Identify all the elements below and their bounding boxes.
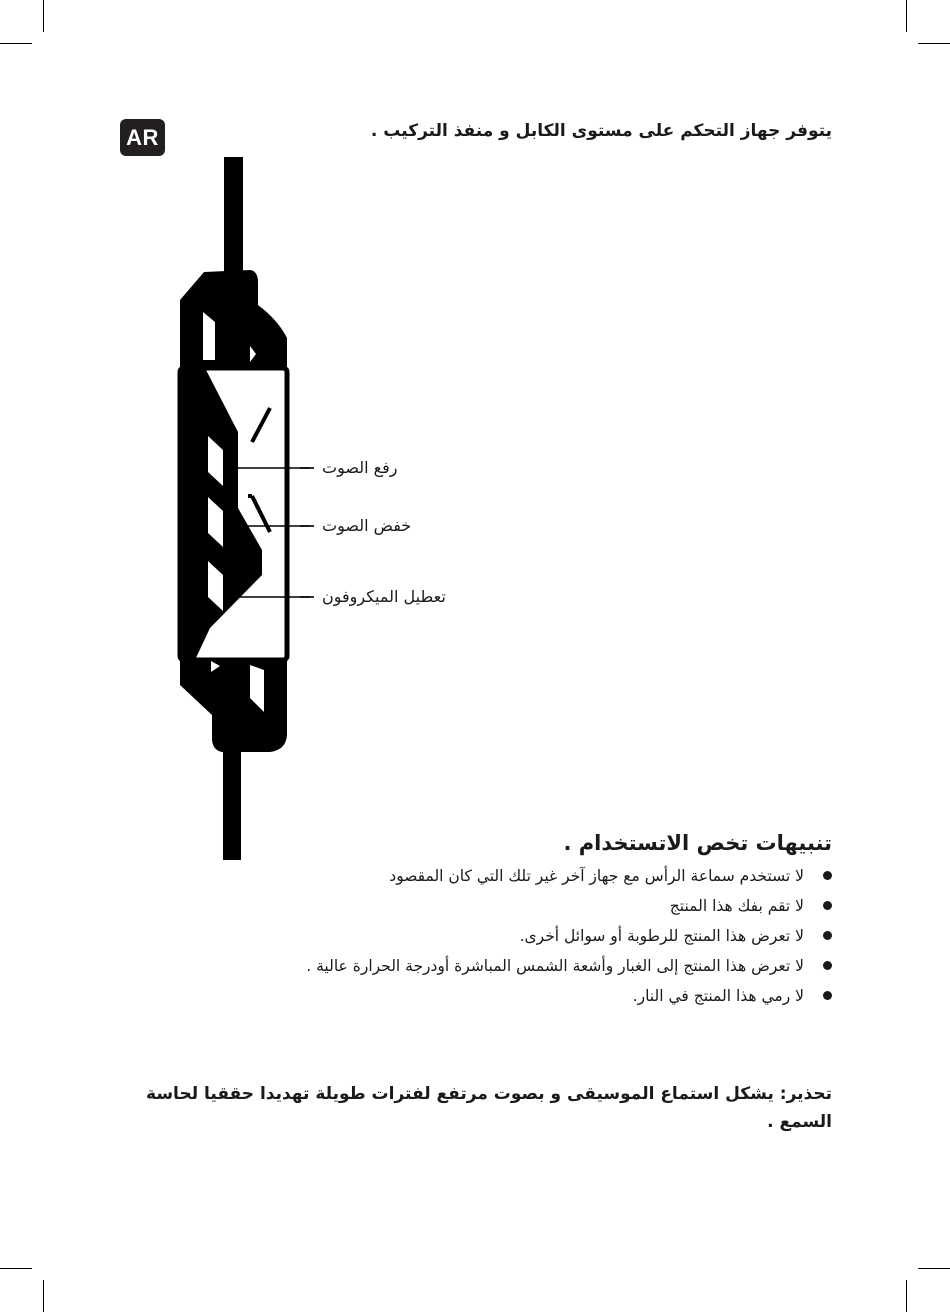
bullet-icon xyxy=(823,991,832,1000)
list-item: لا رمي هذا المنتج في النار. xyxy=(272,981,832,1011)
cable-bottom xyxy=(223,748,241,860)
remote-top-cap xyxy=(180,270,287,368)
leader-extensions xyxy=(300,450,320,610)
inline-remote-illustration xyxy=(170,150,310,870)
precautions-heading: تنبيهات تخص الاتستخدام . xyxy=(563,831,832,855)
list-item: لا تعرض هذا المنتج للرطوبة أو سوائل أخرى. xyxy=(272,921,832,951)
crop-mark xyxy=(0,1268,32,1269)
list-item: لا تستخدم سماعة الرأس مع جهاز آخر غير تلك التي كان المقصود xyxy=(272,861,832,891)
crop-mark xyxy=(906,0,907,32)
list-item: لا تعرض هذا المنتج إلى الغبار وأشعة الشمس المباشرة أودرجة الحرارة عالية . xyxy=(272,951,832,981)
crop-mark xyxy=(918,43,950,44)
precautions-list xyxy=(272,861,832,1011)
cable-top xyxy=(224,157,243,282)
crop-mark xyxy=(43,0,44,32)
bullet-icon xyxy=(823,931,832,940)
crop-mark xyxy=(0,43,32,44)
remote-bottom-cap xyxy=(180,660,287,752)
language-badge: AR xyxy=(120,119,165,156)
crop-mark xyxy=(43,1280,44,1312)
hearing-warning: تحذير: يشكل استماع الموسيقى و بصوت مرتفع لفترات طويلة تهديدا حققيا لحاسة السمع . xyxy=(146,1084,832,1132)
callout-volume-down: خفض الصوت xyxy=(322,516,412,535)
bullet-icon xyxy=(823,871,832,880)
callout-mic-mute: تعطيل الميكروفون xyxy=(322,587,446,606)
list-item: لا تقم بفك هذا المنتج xyxy=(272,891,832,921)
callout-volume-up: رفع الصوت xyxy=(322,458,398,477)
bullet-icon xyxy=(823,901,832,910)
crop-mark xyxy=(918,1268,950,1269)
intro-heading: يتوفر جهاز التحكم على مستوى الكابل و منفذ التركيب . xyxy=(370,121,832,141)
bullet-icon xyxy=(823,961,832,970)
crop-mark xyxy=(906,1280,907,1312)
